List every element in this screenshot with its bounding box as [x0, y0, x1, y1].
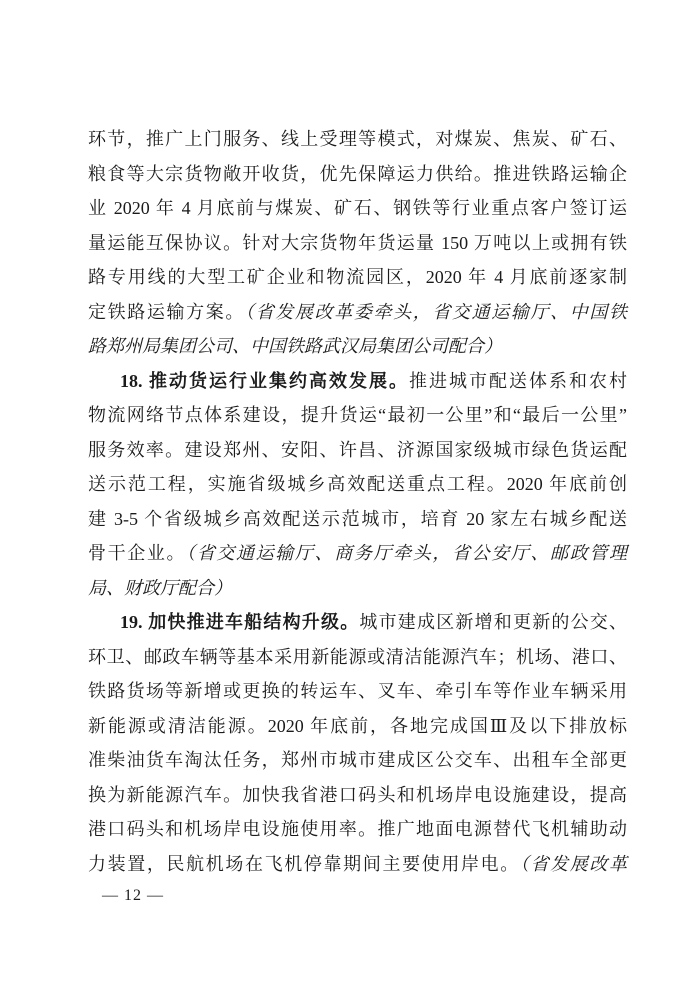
text-line	[88, 260, 627, 295]
document-body	[88, 122, 627, 881]
text-line	[88, 364, 627, 399]
text-line	[88, 295, 627, 330]
body-text: 推进城市配送体系和农村	[409, 370, 627, 391]
paragraph-item-17-continuation	[88, 122, 627, 364]
text-line	[88, 640, 627, 675]
text-line	[88, 743, 627, 778]
text-line	[88, 502, 627, 537]
text-line	[88, 571, 627, 606]
body-text: 服务效率。建设郑州、安阳、许昌、济源国家级城市绿色货运配	[88, 439, 627, 460]
item-19-heading: 19. 加快推进车船结构升级。	[120, 612, 360, 632]
responsible-departments-note: （省发展改革	[519, 853, 628, 874]
body-text: 城市建成区新增和更新的公交、	[359, 612, 628, 632]
body-text: 粮食等大宗货物敞开收货，优先保障运力供给。推进铁路运输企	[88, 163, 627, 184]
text-line	[88, 778, 627, 813]
text-line	[88, 226, 627, 261]
body-text: 量运能互保协议。针对大宗货物年货运量 150 万吨以上或拥有铁	[88, 232, 627, 253]
text-line	[88, 812, 627, 847]
body-text: 环卫、邮政车辆等基本采用新能源或清洁能源汽车；机场、港口、	[88, 646, 627, 667]
body-text: 铁路货场等新增或更换的转运车、叉车、牵引车等作业车辆采用	[88, 681, 627, 701]
body-text: 物流网络节点体系建设，提升货运“最初一公里”和“最后一公里”	[88, 405, 627, 425]
text-line	[88, 157, 627, 192]
text-line	[88, 398, 627, 433]
body-text: 送示范工程，实施省级城乡高效配送重点工程。2020 年底前创	[88, 474, 627, 494]
text-line	[88, 674, 627, 709]
text-line	[88, 122, 627, 157]
paragraph-item-19	[88, 605, 627, 881]
text-line	[88, 433, 627, 468]
page-number: — 12 —	[102, 887, 164, 904]
text-line	[88, 329, 627, 364]
paragraph-item-18	[88, 364, 627, 606]
body-text: 准柴油货车淘汰任务，郑州市城市建成区公交车、出租车全部更	[88, 750, 627, 770]
text-line	[88, 709, 627, 744]
text-line	[88, 847, 627, 882]
body-text: 业 2020 年 4 月底前与煤炭、矿石、钢铁等行业重点客户签订运	[88, 198, 627, 218]
text-line	[88, 467, 627, 502]
text-line	[88, 536, 627, 571]
text-line	[88, 605, 627, 640]
text-line	[88, 191, 627, 226]
body-text: 定铁路运输方案。	[88, 301, 246, 322]
body-text: 力装置，民航机场在飞机停靠期间主要使用岸电。	[88, 853, 520, 874]
responsible-departments-note: （省交通运输厅、商务厅牵头，省公安厅、邮政管理	[186, 543, 628, 563]
responsible-departments-note: （省发展改革委牵头，省交通运输厅、中国铁	[245, 301, 628, 322]
responsible-departments-note: 路郑州局集团公司、中国铁路武汉局集团公司配合）	[88, 336, 502, 356]
body-text: 骨干企业。	[88, 543, 187, 563]
body-text: 路专用线的大型工矿企业和物流园区，2020 年 4 月底前逐家制	[88, 267, 627, 287]
responsible-departments-note: 局、财政厅配合）	[88, 577, 232, 598]
body-text: 港口码头和机场岸电设施使用率。推广地面电源替代飞机辅助动	[88, 819, 627, 839]
body-text: 新能源或清洁能源。2020 年底前，各地完成国Ⅲ及以下排放标	[88, 715, 627, 736]
body-text: 换为新能源汽车。加快我省港口码头和机场岸电设施建设，提高	[88, 784, 627, 805]
body-text: 建 3-5 个省级城乡高效配送示范城市，培育 20 家左右城乡配送	[88, 508, 627, 529]
body-text: 环节，推广上门服务、线上受理等模式，对煤炭、焦炭、矿石、	[88, 129, 627, 149]
item-18-heading: 18. 推动货运行业集约高效发展。	[120, 370, 409, 391]
